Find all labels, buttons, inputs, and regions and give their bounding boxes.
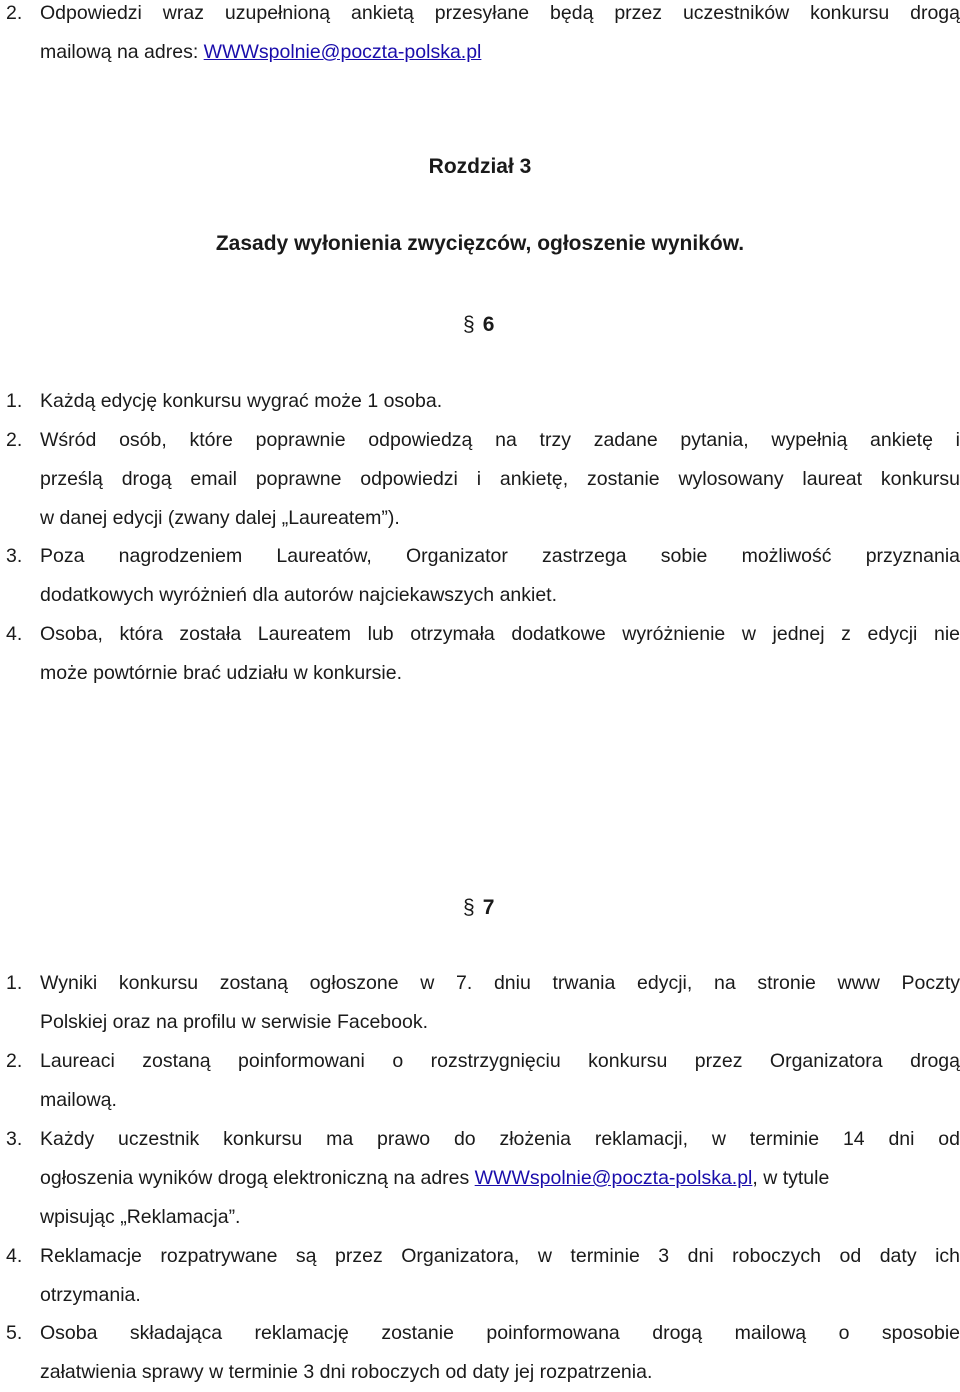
s7-item-2-number: 2. [6, 1050, 23, 1072]
section-number: 7 [482, 896, 495, 919]
s6-item-4-line-1: Osoba, która została Laureatem lub otrzymała dodatkowe wyróżnienie w jednej z edycji nie [40, 623, 960, 645]
section-number: 6 [482, 313, 495, 336]
s7-item-3-line-3: wpisując „Reklamacja”. [40, 1206, 241, 1228]
intro-line-1: Odpowiedzi wraz uzupełnioną ankietą przesyłane będą przez uczestników konkursu drogą [40, 2, 960, 24]
s7-item-3-prefix: ogłoszenia wyników drogą elektroniczną na adres [40, 1167, 475, 1189]
s7-item-5-line-1: Osoba składająca reklamację zostanie poinformowana drogą mailową o sposobie [40, 1322, 960, 1344]
s7-item-1-number: 1. [6, 972, 23, 994]
s7-item-3-suffix: , w tytule [752, 1167, 830, 1189]
section-7-heading [463, 888, 494, 927]
email-link[interactable]: WWWspolnie@poczta-polska.pl [203, 41, 482, 63]
s6-item-4-line-2: może powtórnie brać udziału w konkursie. [40, 662, 403, 684]
s7-item-4-number: 4. [6, 1245, 23, 1267]
s6-item-2-line-2: prześlą drogą email poprawne odpowiedzi i ankietę, zostanie wylosowany laureat konkursu [40, 468, 960, 490]
s7-item-2-line-1: Laureaci zostaną poinformowani o rozstrzygnięciu konkursu przez Organizatora drogą [40, 1050, 960, 1072]
s6-item-3-number: 3. [6, 545, 23, 567]
chapter-subtitle: Zasady wyłonienia zwycięzców, ogłoszenie wyników. [215, 232, 745, 255]
s7-item-1-line-2: Polskiej oraz na profilu w serwisie Facebook. [40, 1011, 429, 1033]
s6-item-4-number: 4. [6, 623, 23, 645]
s7-item-5-line-2: załatwienia sprawy w terminie 3 dni roboczych od daty jej rozpatrzenia. [40, 1361, 653, 1383]
s6-item-2-number: 2. [6, 429, 23, 451]
s7-item-1-line-1: Wyniki konkursu zostaną ogłoszone w 7. dniu trwania edycji, na stronie www Poczty [40, 972, 960, 994]
s7-item-4-line-1: Reklamacje rozpatrywane są przez Organizatora, w terminie 3 dni roboczych od daty ich [40, 1245, 960, 1267]
s6-item-3-line-2: dodatkowych wyróżnień dla autorów najciekawszych ankiet. [40, 584, 558, 606]
s7-item-4-line-2: otrzymania. [40, 1284, 141, 1306]
section-6-heading [463, 305, 494, 344]
email-link[interactable]: WWWspolnie@poczta-polska.pl [474, 1167, 753, 1189]
s7-item-3-line-1: Każdy uczestnik konkursu ma prawo do złożenia reklamacji, w terminie 14 dni od [40, 1128, 960, 1150]
section-symbol: § [463, 313, 475, 336]
s7-item-2-line-2: mailową. [40, 1089, 117, 1111]
chapter-title: Rozdział 3 [428, 155, 532, 178]
s7-item-3-line-2 [40, 1159, 960, 1198]
s6-item-3-line-1: Poza nagrodzeniem Laureatów, Organizator zastrzega sobie możliwość przyznania [40, 545, 960, 567]
intro-number: 2. [6, 2, 23, 24]
s6-item-1-number: 1. [6, 390, 23, 412]
s7-item-5-number: 5. [6, 1322, 23, 1344]
s6-item-2-line-3: w danej edycji (zwany dalej „Laureatem”). [40, 507, 400, 529]
s6-item-1-line-1: Każdą edycję konkursu wygrać może 1 osoba. [40, 390, 443, 412]
s6-item-2-line-1: Wśród osób, które poprawnie odpowiedzą na trzy zadane pytania, wypełnią ankietę i [40, 429, 960, 451]
section-symbol: § [463, 896, 475, 919]
intro-line-2-prefix: mailową na adres: [40, 41, 204, 63]
s7-item-3-number: 3. [6, 1128, 23, 1150]
intro-line-2 [40, 33, 960, 72]
